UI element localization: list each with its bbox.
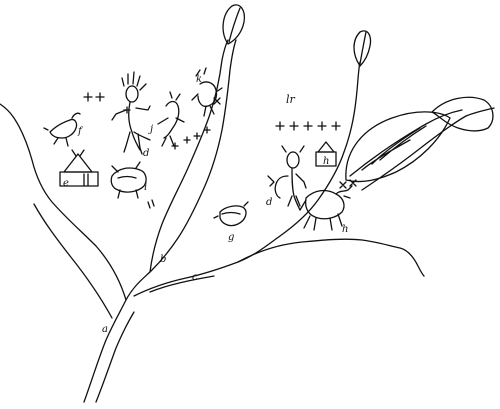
stream-c <box>134 62 360 296</box>
leaf-top-center <box>223 5 244 44</box>
label-e: e <box>63 178 69 189</box>
label-h-horse: h <box>342 224 349 235</box>
leaf-top-right <box>354 31 371 66</box>
lodge-h <box>316 142 336 167</box>
label-f: f <box>78 126 82 137</box>
leaf-large-right <box>346 97 493 181</box>
river-main-trunk <box>84 40 236 402</box>
horse-h <box>300 180 356 235</box>
label-lr: lr <box>286 93 295 106</box>
crosses-right <box>276 122 340 130</box>
label-d-right: d <box>266 197 273 208</box>
river-left-branch <box>0 104 126 300</box>
label-k: k <box>196 74 203 85</box>
label-d-left: d <box>143 148 150 159</box>
lodge-e <box>60 150 98 189</box>
figure-d-left <box>112 72 150 159</box>
label-j: j <box>150 124 154 135</box>
river-system <box>0 40 494 402</box>
creature-g <box>214 202 248 243</box>
animal-f <box>44 113 84 146</box>
figure-j <box>148 92 210 149</box>
figure-d-right <box>266 146 306 210</box>
label-h-lodge: h <box>323 156 330 167</box>
right-shore <box>238 239 424 276</box>
figure-k <box>192 68 222 116</box>
label-c: c <box>192 272 198 283</box>
buffalo-i <box>111 162 154 208</box>
label-b: b <box>160 254 167 265</box>
label-g: g <box>228 232 235 243</box>
label-a: a <box>102 324 108 335</box>
crosses-top-left <box>84 93 130 113</box>
river-left-branch-2 <box>34 204 112 318</box>
label-i: i <box>144 182 148 193</box>
